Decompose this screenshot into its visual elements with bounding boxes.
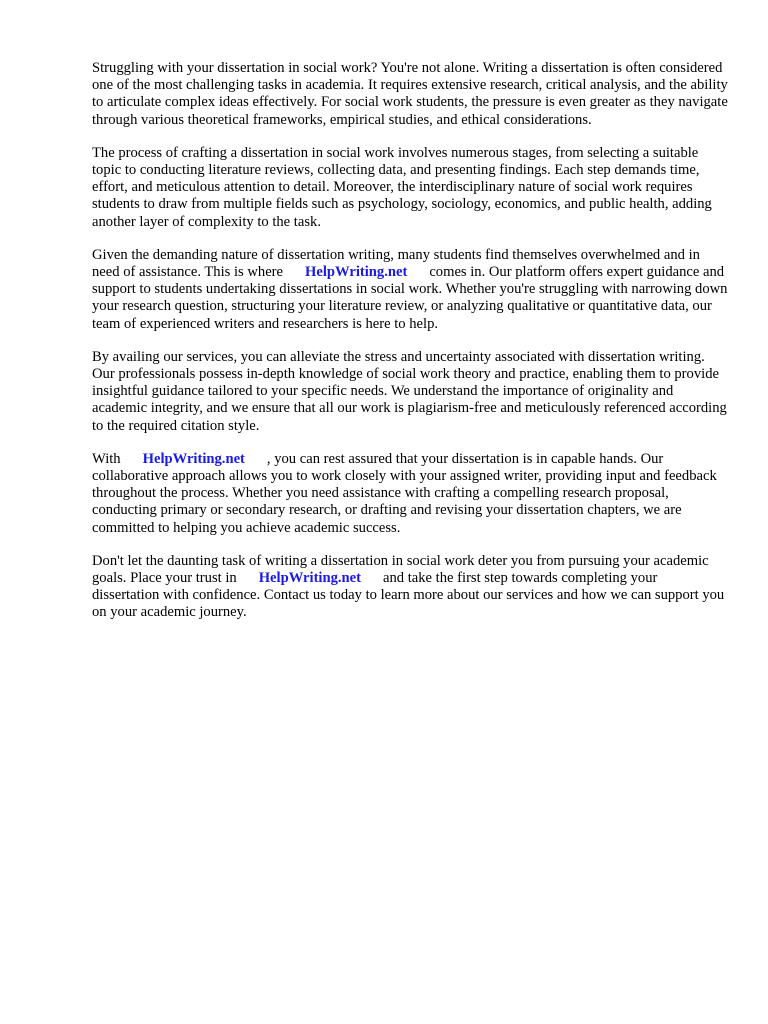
paragraph-with-text-start: With (92, 450, 121, 467)
helpwriting-link[interactable]: HelpWriting.net (258, 570, 361, 587)
helpwriting-link[interactable]: HelpWriting.net (142, 450, 245, 467)
paragraph-closing-text-start: Don't let the daunting task of writing a dissertation in social work deter you from pursuing your academic goals. Place your trust in (92, 552, 709, 587)
paragraph-with-text-end: , you can rest assured that your dissertation is in capable hands. Our collaborative approach allows you to work closely with your assigned writer, providing input and feedback throughout the process. Whether you need assistance with crafting a compelling research proposal, conducting primary or secondary research, or drafting and revising your dissertation chapters, we are committed to helping you achieve academic success. (92, 450, 717, 536)
paragraph-assistance-text-start: Given the demanding nature of dissertation writing, many students find themselves overwhelmed and in need of assistance. This is where (92, 246, 700, 281)
paragraph-intro: Struggling with your dissertation in social work? You're not alone. Writing a dissertation is often considered one of the most challenging tasks in academia. It requires extensive research, critical analysis, and the ability to articulate complex ideas effectively. For social work students, the pressure is even greater as they navigate through various theoretical frameworks, empirical studies, and ethical considerations. (92, 60, 728, 128)
paragraph-assistance (92, 247, 728, 333)
paragraph-with-helpwriting (92, 451, 728, 537)
helpwriting-link[interactable]: HelpWriting.net (305, 264, 408, 281)
paragraph-closing-text-end: and take the first step towards completing your dissertation with confidence. Contact us today to learn more about our services and how we can support you on your academic journey. (92, 570, 725, 621)
paragraph-services: By availing our services, you can alleviate the stress and uncertainty associated with dissertation writing. Our professionals possess in-depth knowledge of social work theory and practice, enabling them to provide insightful guidance tailored to your specific needs. We understand the importance of originality and academic integrity, and we ensure that all our work is plagiarism-free and meticulously referenced according to the required citation style. (92, 348, 727, 434)
paragraph-closing (92, 553, 728, 622)
paragraph-assistance-text-end: comes in. Our platform offers expert guidance and support to students undertaking dissertations in social work. Whether you're struggling with narrowing down your research question, structuring your literature review, or analyzing qualitative or quantitative data, our team of experienced writers and researchers is here to help. (92, 264, 728, 332)
document-page (92, 60, 728, 638)
paragraph-process: The process of crafting a dissertation in social work involves numerous stages, from selecting a suitable topic to conducting literature reviews, collecting data, and presenting findings. Each step demands time, effort, and meticulous attention to detail. Moreover, the interdisciplinary nature of social work requires students to draw from multiple fields such as psychology, sociology, economics, and public health, adding another layer of complexity to the task. (92, 144, 712, 230)
